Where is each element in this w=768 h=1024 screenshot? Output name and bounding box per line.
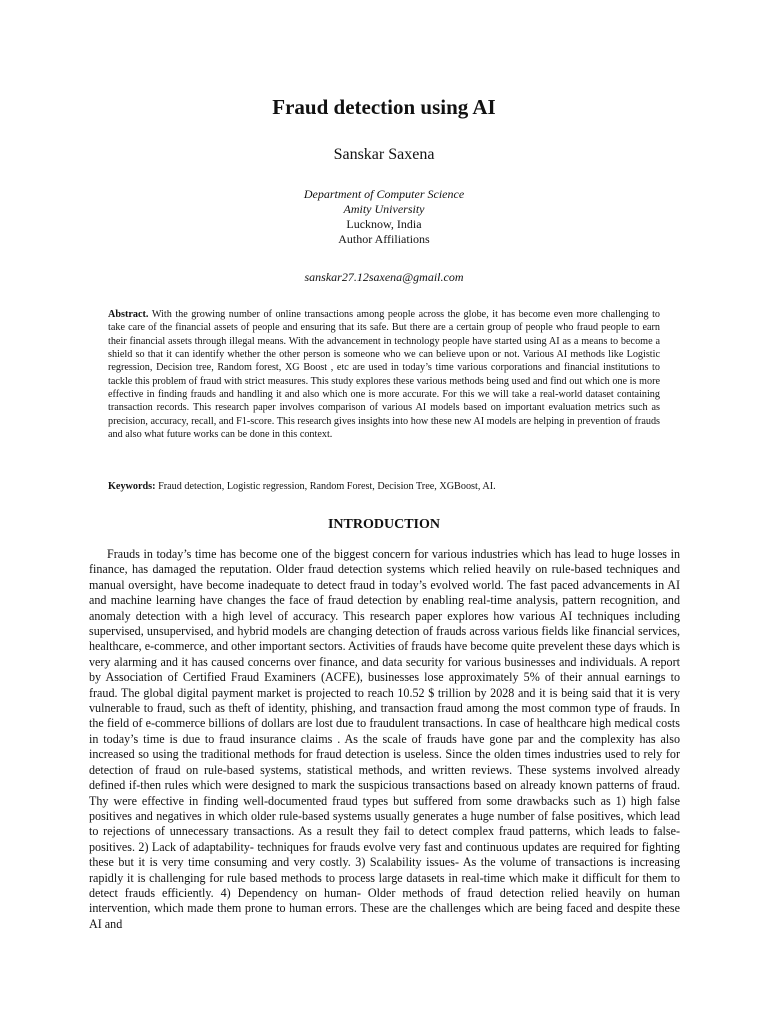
keywords-text: Fraud detection, Logistic regression, Random Forest, Decision Tree, XGBoost, AI. xyxy=(158,481,496,492)
abstract-text: With the growing number of online transactions among people across the globe, it has become even more challenging to take care of the financial assets of people and ensuring that its safe. But there are a certain group of people who fraud people to earn their financial assets through illegal means. With the advancement in technology people have started using AI as a means to become a shield so that it can identify whether the other person is someone who we can believe upon or not. Various AI methods like Logistic regression, Decision tree, Random forest, XG Boost , etc are used in today’s time various corporations and financial institutions to tackle this problem of fraud with strict measures. This study explores these various methods being used and find out which one is more effective in finding frauds and handling it and also which one is more accurate. For this we will take a real-world dataset containing transaction records. This research paper involves comparison of various AI models based on important evaluation metrics such as precision, accuracy, recall, and F1-score. This research gives insights into how these new AI models are helping in prevention of frauds and also what future works can be done in this context. xyxy=(108,309,660,441)
affiliation-location: Lucknow, India xyxy=(346,217,422,231)
affiliation-department xyxy=(0,187,768,202)
affiliation-university xyxy=(0,202,768,217)
section-heading-introduction: INTRODUCTION xyxy=(327,517,440,532)
introduction-paragraph: Frauds in today’s time has become one of the biggest concern for various industries which has lead to huge losses in finance, has damaged the reputation. Older fraud detection systems which relied heavily on rule-based techniques and manual oversight, have become inadequate to detect fraud in today’s evolved world. The fast paced advancements in AI and machine learning have changes the face of fraud detection by enabling real-time analysis, pattern recognition, and anomaly detection with a high level of accuracy. This research paper explores how various AI techniques including supervised, unsupervised, and hybrid models are changing detection of frauds across various fields like financial services, healthcare, e-commerce, and other important sectors. Activities of frauds have become quite prevelent these days which is very alarming and it has caused concerns over finance, and data security for various businesses and individuals. A report by Association of Certified Fraud Examiners (ACFE), businesses lose approximately 5% of their annual earnings to fraud. The global digital payment market is projected to reach 10.52 $ trillion by 2028 and it is being said that it is very vulnerable to fraud, such as theft of identity, phishing, and transaction fraud among the most common type of frauds. In the field of e-commerce billions of dollars are lost due to fraudulent transactions. In case of healthcare high medical costs in today’s time is due to fraud insurance claims . As the scale of frauds have gone par and the complexity has also increased so using the traditional methods for fraud detection is useless. Since the olden times industries used to rely for detection of fraud on rule-based systems, statistical methods, and written reviews. These systems involved already defined if-then rules which were designed to mark the suspicious transactions based on already known patterns of fraud. Thy were effective in finding well-documented fraud types but suffered from some drawbacks such as 1) high false positives and negatives in which older rule-based systems usually generates a huge number of false positives, which lead to rejections of unnecessary transactions. As a result they fail to detect complex fraud patterns, which leads to false-positives. 2) Lack of adaptability- techniques for frauds evolve very fast and continuous updates are required for fighting these but it is very time consuming and very costly. 3) Scalability issues- As the volume of transactions is increasing rapidly it is challenging for rule based methods to process large datasets in real-time which make it difficult for them to detect frauds efficiently. 4) Dependency on human- Older methods of fraud detection relied heavily on human intervention, which made them prone to human errors. These are the challenges which are being faced and despite these AI and xyxy=(89,547,680,931)
department-text: Department of Computer Science xyxy=(303,187,465,201)
paper-title: Fraud detection using AI xyxy=(272,95,496,119)
abstract xyxy=(108,308,660,441)
author-email: sanskar27.12saxena@gmail.com xyxy=(304,270,464,284)
university-text: Amity University xyxy=(343,202,425,216)
keywords xyxy=(108,480,660,493)
author-name: Sanskar Saxena xyxy=(333,146,435,163)
affiliation-note: Author Affiliations xyxy=(338,232,430,246)
keywords-label: Keywords: xyxy=(108,481,156,492)
abstract-label: Abstract. xyxy=(108,309,149,320)
